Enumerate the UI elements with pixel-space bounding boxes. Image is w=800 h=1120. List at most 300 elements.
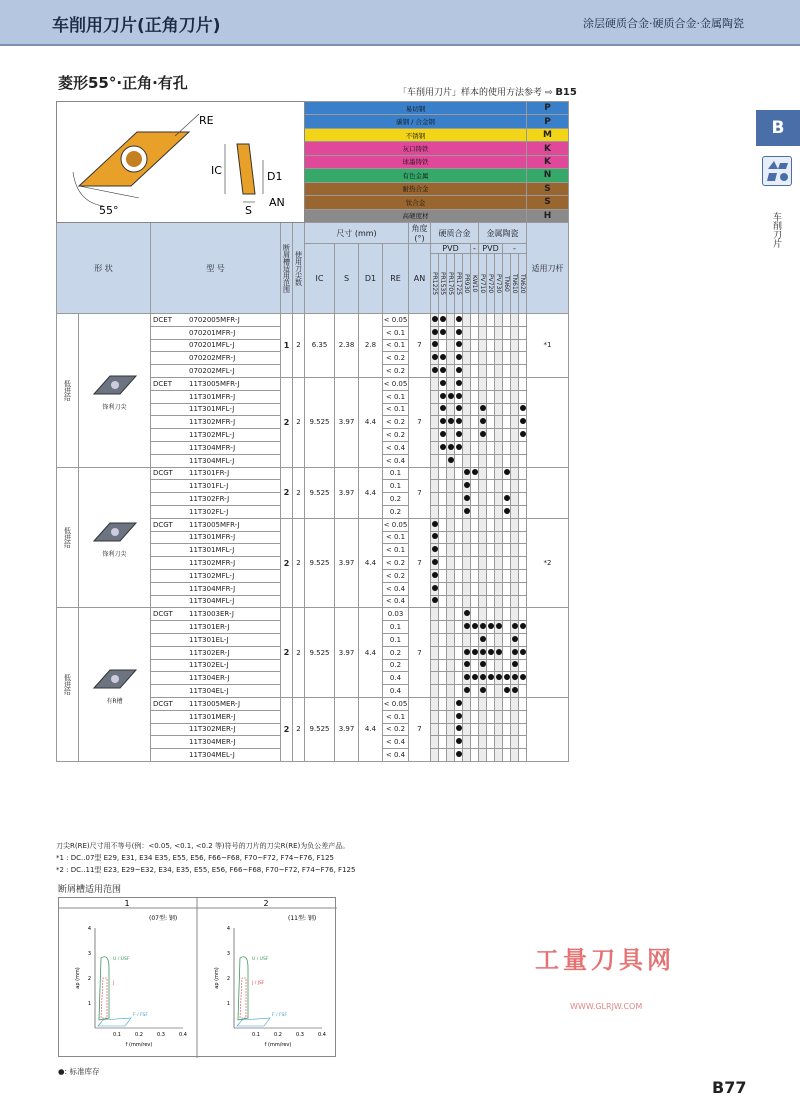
grade-cell	[463, 595, 471, 608]
stock-dot	[472, 623, 478, 629]
grade-cell	[471, 621, 479, 634]
stock-dot	[440, 354, 446, 360]
insert-photo	[90, 517, 140, 547]
grade-cell	[511, 749, 519, 762]
grade-cell	[503, 697, 511, 710]
grade-cell	[519, 403, 527, 416]
re-value: < 0.2	[383, 429, 409, 442]
grade-cell	[447, 608, 455, 621]
stock-dot	[520, 674, 526, 680]
grade-cell	[431, 544, 439, 557]
grade-cell	[479, 544, 487, 557]
model-number: 070201MFR-J	[189, 328, 236, 337]
chip-breaker-charts	[58, 897, 336, 1057]
grade-cell	[519, 493, 527, 506]
grade-cell	[463, 416, 471, 429]
grade-cell	[487, 723, 495, 736]
y-label: ap (mm)	[214, 967, 220, 989]
grade-cell	[447, 633, 455, 646]
grade-cell	[487, 569, 495, 582]
stock-dot	[448, 457, 454, 463]
grade-cell	[495, 441, 503, 454]
stock-dot	[448, 418, 454, 424]
model-cell	[151, 582, 281, 595]
grade-cell	[455, 659, 463, 672]
grade-cell	[503, 441, 511, 454]
col-cermet: 金属陶瓷	[479, 223, 527, 244]
grade-cell	[511, 480, 519, 493]
grade-cell	[487, 595, 495, 608]
grade-cell	[471, 339, 479, 352]
grade-cell	[479, 352, 487, 365]
grade-tn60: TN60	[503, 254, 511, 314]
grade-cell	[471, 672, 479, 685]
grade-cell	[503, 736, 511, 749]
grade-cell	[511, 608, 519, 621]
model-cell	[151, 659, 281, 672]
grade-cell	[439, 710, 447, 723]
grade-cell	[431, 467, 439, 480]
grade-cell	[519, 416, 527, 429]
grade-cell	[455, 569, 463, 582]
model-number: 11T301EL-J	[189, 635, 229, 644]
grade-cell	[471, 531, 479, 544]
grade-cell	[479, 480, 487, 493]
grade-cell	[511, 557, 519, 570]
s-value: 3.97	[335, 467, 359, 518]
grade-cell	[463, 608, 471, 621]
grade-cell	[495, 480, 503, 493]
grade-cell	[495, 505, 503, 518]
grade-cell	[495, 390, 503, 403]
grade-cell	[471, 736, 479, 749]
y-tick: 3	[226, 951, 230, 957]
model-cell	[151, 480, 281, 493]
grade-cell	[479, 672, 487, 685]
stock-dot	[472, 649, 478, 655]
chip-range: 2	[281, 608, 293, 698]
grade-pr1225: PR1225	[431, 254, 439, 314]
grade-cell	[479, 403, 487, 416]
grade-cell	[439, 429, 447, 442]
grade-cell	[495, 314, 503, 327]
grade-cell	[487, 710, 495, 723]
stock-dot	[496, 649, 502, 655]
grade-cell	[447, 672, 455, 685]
re-value: < 0.2	[383, 569, 409, 582]
grade-cell	[479, 633, 487, 646]
header-subtitle: 涂层硬质合金·硬质合金·金属陶瓷	[583, 17, 744, 30]
grade-cell	[455, 697, 463, 710]
model-number: 11T304ER-J	[189, 674, 230, 683]
grade-cell	[471, 659, 479, 672]
stock-dot	[440, 431, 446, 437]
grade-cell	[503, 659, 511, 672]
grade-cell	[439, 646, 447, 659]
stock-dot	[504, 674, 510, 680]
an-value: 7	[409, 314, 431, 378]
re-value: < 0.1	[383, 544, 409, 557]
insert-type: DCGT	[153, 469, 173, 478]
grade-cell	[463, 749, 471, 762]
grade-cell	[495, 569, 503, 582]
grade-cell	[519, 557, 527, 570]
col-dash-1: -	[471, 244, 479, 254]
model-cell	[151, 403, 281, 416]
grade-cell	[463, 352, 471, 365]
y-tick: 1	[87, 1001, 91, 1007]
legend: ●: 标准库存	[58, 1067, 100, 1076]
stock-dot	[480, 405, 486, 411]
grade-cell	[447, 723, 455, 736]
re-value: 0.1	[383, 467, 409, 480]
grade-cell	[455, 505, 463, 518]
grade-cell	[463, 467, 471, 480]
y-tick: 3	[87, 951, 91, 957]
grade-cell	[503, 365, 511, 378]
grade-cell	[463, 441, 471, 454]
grade-cell	[479, 608, 487, 621]
col-s: S	[335, 244, 359, 314]
re-value: < 0.2	[383, 557, 409, 570]
x-tick: 0.4	[318, 1032, 326, 1038]
grade-cell	[503, 531, 511, 544]
page-header	[0, 0, 800, 46]
stock-dot	[456, 354, 462, 360]
grade-cell	[503, 685, 511, 698]
grade-cell	[439, 685, 447, 698]
grade-cell	[503, 314, 511, 327]
stock-dot	[464, 623, 470, 629]
grade-cell	[479, 697, 487, 710]
grade-cell	[439, 557, 447, 570]
grade-cell	[495, 365, 503, 378]
grade-cell	[487, 326, 495, 339]
grade-cell	[479, 723, 487, 736]
re-value: 0.2	[383, 659, 409, 672]
grade-cell	[447, 339, 455, 352]
grade-cell	[503, 672, 511, 685]
grade-cell	[463, 518, 471, 531]
re-value: 0.2	[383, 646, 409, 659]
an-label: AN	[268, 196, 285, 209]
grade-cell	[455, 326, 463, 339]
grade-cell	[447, 621, 455, 634]
grade-cell	[511, 429, 519, 442]
re-value: < 0.1	[383, 390, 409, 403]
grade-cell	[511, 736, 519, 749]
model-number: 11T302MFR-J	[189, 418, 236, 427]
grade-cell	[471, 544, 479, 557]
shape-label: 锋利刀尖	[102, 550, 127, 558]
grade-cell	[511, 493, 519, 506]
notes	[56, 840, 355, 876]
stock-dot	[464, 687, 470, 693]
grade-cell	[471, 723, 479, 736]
grade-pv730: PV730	[495, 254, 503, 314]
grade-cell	[479, 416, 487, 429]
grade-cell	[503, 403, 511, 416]
grade-cell	[519, 326, 527, 339]
stock-dot	[456, 751, 462, 757]
stock-dot	[456, 444, 462, 450]
grade-cell	[439, 314, 447, 327]
grade-cell	[487, 480, 495, 493]
stock-dot	[480, 418, 486, 424]
model-cell	[151, 685, 281, 698]
grade-cell	[471, 505, 479, 518]
grade-cell	[431, 557, 439, 570]
re-value: < 0.05	[383, 697, 409, 710]
model-number: 11T302MFR-J	[189, 559, 236, 568]
grade-cell	[439, 659, 447, 672]
stock-dot	[448, 444, 454, 450]
re-value: < 0.4	[383, 595, 409, 608]
model-cell	[151, 646, 281, 659]
grade-cell	[431, 633, 439, 646]
model-cell	[151, 544, 281, 557]
grade-cell	[511, 403, 519, 416]
grade-cell	[455, 723, 463, 736]
re-value: < 0.2	[383, 365, 409, 378]
grade-cell	[455, 633, 463, 646]
grade-cell	[447, 697, 455, 710]
grade-cell	[447, 467, 455, 480]
side-tab-letter[interactable]: B	[756, 110, 800, 146]
grade-cell	[487, 518, 495, 531]
model-number: 0702005MFR-J	[189, 315, 240, 324]
re-value: < 0.4	[383, 749, 409, 762]
grade-cell	[519, 697, 527, 710]
d1-value: 4.4	[359, 377, 383, 467]
grade-cell	[471, 326, 479, 339]
grade-cell	[479, 710, 487, 723]
grade-cell	[495, 659, 503, 672]
grade-cell	[479, 518, 487, 531]
grade-cell	[479, 390, 487, 403]
grade-cell	[503, 646, 511, 659]
grade-cell	[479, 314, 487, 327]
col-angle: 角度(°)	[409, 223, 431, 244]
grade-cell	[519, 377, 527, 390]
section-title: 菱形55°·正角·有孔	[58, 74, 188, 92]
chip-range: 2	[281, 518, 293, 608]
chip-range: 2	[281, 377, 293, 467]
grade-cell	[479, 531, 487, 544]
chip-breaker-title: 断屑槽适用范围	[58, 885, 122, 895]
model-number: 11T3005MFR-J	[189, 379, 240, 388]
model-number: 11T304MFR-J	[189, 584, 236, 593]
x-tick: 0.1	[252, 1032, 260, 1038]
re-value: < 0.4	[383, 454, 409, 467]
grade-cell	[503, 352, 511, 365]
grade-cell	[495, 582, 503, 595]
x-tick: 0.1	[113, 1032, 121, 1038]
grade-cell	[455, 403, 463, 416]
grade-cell	[471, 429, 479, 442]
grade-cell	[479, 326, 487, 339]
stock-dot	[520, 623, 526, 629]
panel-note: (11型: 钢)	[288, 915, 317, 922]
grade-cell	[487, 429, 495, 442]
re-value: < 0.4	[383, 441, 409, 454]
grade-cell	[439, 595, 447, 608]
chip-breaker-svg	[59, 898, 337, 1058]
grade-cell	[455, 646, 463, 659]
model-cell	[151, 441, 281, 454]
re-value: < 0.2	[383, 416, 409, 429]
model-number: 070202MFL-J	[189, 367, 235, 376]
grade-cell	[471, 646, 479, 659]
watermark-url: WWW.GLRJW.COM	[570, 1002, 643, 1011]
model-number: 11T302FR-J	[189, 495, 230, 504]
grade-cell	[519, 608, 527, 621]
d1-label: D1	[266, 170, 282, 183]
curve-label: F / FSF	[133, 1013, 148, 1018]
model-cell	[151, 736, 281, 749]
grade-cell	[447, 326, 455, 339]
grade-cell	[463, 314, 471, 327]
grade-cell	[455, 416, 463, 429]
side-label: 车削刀片	[771, 212, 781, 248]
stock-dot	[456, 405, 462, 411]
grade-cell	[439, 493, 447, 506]
grade-cell	[463, 493, 471, 506]
y-tick: 2	[87, 976, 91, 982]
grade-pr1705: PR1705	[447, 254, 455, 314]
panel-note: (07型: 钢)	[149, 915, 178, 922]
x-tick: 0.4	[179, 1032, 187, 1038]
model-number: 11T302MFL-J	[189, 571, 235, 580]
grade-cell	[495, 493, 503, 506]
stock-dot	[432, 597, 438, 603]
grade-cell	[463, 544, 471, 557]
grade-cell	[431, 621, 439, 634]
grade-cell	[455, 480, 463, 493]
grade-cell	[511, 710, 519, 723]
edge-count: 2	[293, 314, 305, 378]
grade-cell	[511, 697, 519, 710]
table-row	[57, 467, 569, 480]
grade-cell	[487, 544, 495, 557]
stock-dot	[512, 687, 518, 693]
model-number: 11T301FL-J	[189, 482, 229, 491]
grade-cell	[479, 441, 487, 454]
x-tick: 0.2	[274, 1032, 282, 1038]
grade-cell	[503, 557, 511, 570]
grade-cell	[447, 544, 455, 557]
grade-cell	[455, 582, 463, 595]
col-size: 尺寸 (mm)	[305, 223, 409, 244]
grade-cell	[463, 697, 471, 710]
grade-cell	[431, 454, 439, 467]
grade-cell	[519, 339, 527, 352]
stock-dot	[464, 482, 470, 488]
grade-cell	[439, 480, 447, 493]
curve-label: J	[113, 981, 115, 986]
ic-value: 9.525	[305, 377, 335, 467]
feed-label: 低进给	[57, 467, 79, 608]
stock-dot	[440, 405, 446, 411]
stock-dot	[464, 508, 470, 514]
grade-cell	[447, 390, 455, 403]
grade-cell	[511, 339, 519, 352]
stock-dot	[464, 661, 470, 667]
grade-cell	[511, 518, 519, 531]
model-number: 070202MFR-J	[189, 354, 236, 363]
grade-cell	[487, 365, 495, 378]
reference-page[interactable]: B15	[555, 87, 577, 98]
material-name: 灰口铸铁	[305, 142, 527, 155]
grade-cell	[487, 467, 495, 480]
grade-cell	[519, 505, 527, 518]
col-edges: 使用刀尖数	[293, 223, 305, 314]
grade-cell	[447, 531, 455, 544]
grade-cell	[463, 557, 471, 570]
grade-cell	[511, 672, 519, 685]
re-value: < 0.05	[383, 518, 409, 531]
grade-cell	[511, 377, 519, 390]
ic-value: 9.525	[305, 697, 335, 761]
table-row	[57, 314, 569, 327]
grade-cell	[447, 569, 455, 582]
model-number: 11T3005MER-J	[189, 699, 241, 708]
grade-cell	[511, 544, 519, 557]
grade-cell	[447, 416, 455, 429]
grade-cell	[519, 544, 527, 557]
grade-cell	[503, 454, 511, 467]
grade-cell	[471, 377, 479, 390]
grade-cell	[511, 621, 519, 634]
edge-count: 2	[293, 467, 305, 518]
edge-count: 2	[293, 608, 305, 698]
grade-cell	[463, 326, 471, 339]
grade-cell	[471, 403, 479, 416]
grade-cell	[455, 429, 463, 442]
grade-cell	[503, 505, 511, 518]
shape-label: 有R槽	[106, 698, 123, 706]
material-code: M	[527, 128, 569, 141]
re-value: < 0.2	[383, 723, 409, 736]
grade-cell	[511, 646, 519, 659]
grade-cell	[519, 480, 527, 493]
grade-cell	[439, 441, 447, 454]
grade-cell	[519, 749, 527, 762]
material-code: S	[527, 182, 569, 195]
stock-dot	[488, 674, 494, 680]
model-cell	[151, 505, 281, 518]
grade-cell	[463, 365, 471, 378]
shape-label: 锋利刀尖	[102, 403, 127, 411]
model-cell	[151, 390, 281, 403]
model-number: 11T301MFL-J	[189, 546, 235, 555]
an-value: 7	[409, 608, 431, 698]
stock-dot	[480, 674, 486, 680]
grade-cell	[479, 595, 487, 608]
grade-cell	[447, 403, 455, 416]
grade-cell	[495, 697, 503, 710]
grade-cell	[479, 454, 487, 467]
grade-cell	[439, 339, 447, 352]
stock-dot	[496, 674, 502, 680]
col-re: RE	[383, 244, 409, 314]
grade-cell	[431, 685, 439, 698]
grade-cell	[511, 659, 519, 672]
grade-cell	[447, 685, 455, 698]
grade-cell	[511, 633, 519, 646]
grade-pv710: PV710	[479, 254, 487, 314]
page-number: B77	[712, 1078, 747, 1097]
